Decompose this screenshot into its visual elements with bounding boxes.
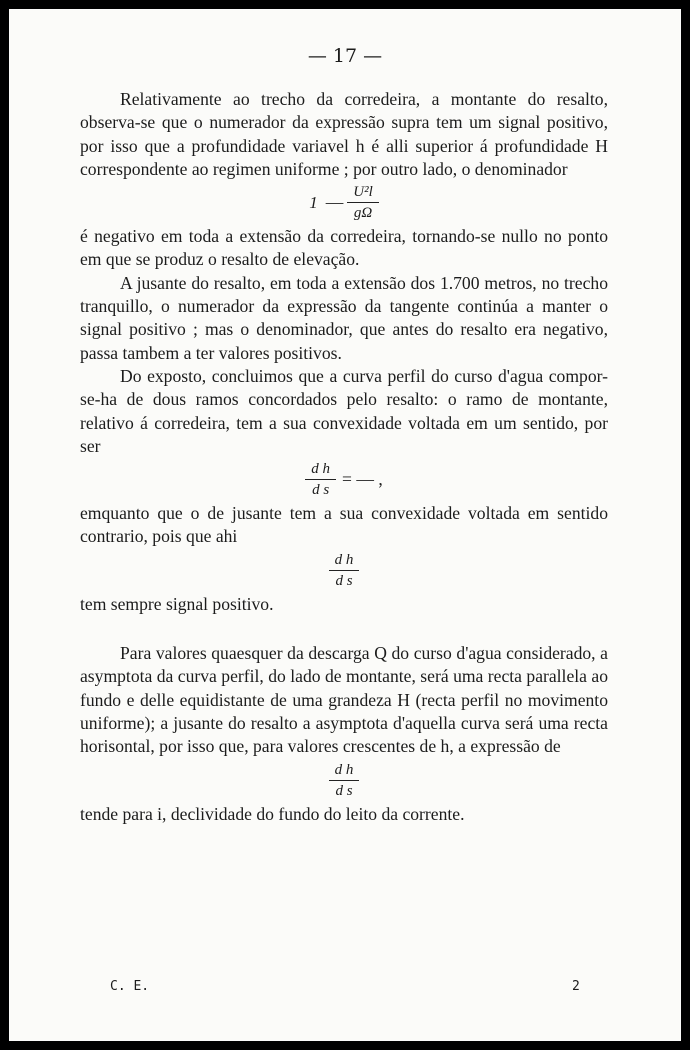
paragraph: Para valores quaesquer da descarga Q do curso d'agua considerado, a asymptota da curva perfil, do lado de montante, será uma recta parallela ao fundo e delle equidistante de uma grandeza H (recta perfil no movimento uniforme); a jusante do resalto a asymptota d'aquella curva será uma recta horisontal, por isso que, para valores crescentes de h, a expressão de	[80, 643, 608, 757]
formula-derivative	[80, 551, 608, 590]
footer-signature: C. E.	[110, 979, 150, 994]
paragraph: Do exposto, concluimos que a curva perfil do curso d'agua compor-se-ha de dous ramos concordados pelo resalto: o ramo de montante, relativo á corredeira, tem a sua convexidade voltada em um sentido, por ser	[80, 365, 608, 456]
paragraph: tende para i, declividade do fundo do leito da corrente.	[80, 803, 465, 824]
fraction	[347, 183, 379, 222]
paragraph: Relativamente ao trecho da corredeira, a montante do resalto, observa-se que o numerador da expressão supra tem um signal positivo, por isso que a profundidade variavel h é alli superior á profundidade H correspondente ao regimen uniforme ; por outro lado, o denominador	[80, 89, 608, 179]
fraction	[305, 460, 336, 499]
document-page	[9, 9, 681, 1041]
fraction-denominator: gΩ	[353, 205, 373, 222]
fraction-numerator: d h	[334, 551, 354, 568]
spacer	[80, 616, 608, 642]
fraction-bar	[347, 202, 379, 203]
footer-sheet-number: 2	[572, 979, 580, 994]
formula-minus: —	[325, 192, 344, 213]
paragraph: A jusante do resalto, em toda a extensão dos 1.700 metros, no trecho tranquillo, o numerador da expressão da tangente continúa a manter o signal positivo ; mas o denominador, que antes do resalto era negativo, passa tambem a ter valores positivos.	[80, 272, 608, 363]
fraction-bar	[329, 570, 360, 571]
fraction-bar	[305, 479, 336, 480]
formula-derivative-negative	[80, 460, 608, 499]
fraction-numerator: d h	[334, 761, 354, 778]
fraction-denominator: d s	[335, 782, 353, 799]
page-number: — 17 —	[307, 45, 383, 67]
paragraph: emquanto que o de jusante tem a sua convexidade voltada em sentido contrario, pois que ahi	[80, 503, 608, 547]
paragraph: tem sempre signal positivo.	[80, 593, 274, 614]
formula-derivative	[80, 761, 608, 800]
fraction	[329, 551, 360, 590]
fraction	[329, 761, 360, 800]
fraction-denominator: d s	[335, 572, 353, 589]
fraction-denominator: d s	[312, 482, 330, 499]
fraction-numerator: d h	[311, 461, 331, 478]
formula-denominator-expression	[80, 183, 608, 222]
body-text	[80, 88, 608, 826]
formula-tail: = — ,	[342, 469, 383, 489]
paragraph: é negativo em toda a extensão da corredeira, tornando-se nullo no ponto em que se produz o resalto de elevação.	[80, 226, 608, 270]
fraction-numerator: U²l	[353, 184, 373, 201]
formula-one: 1	[309, 193, 318, 213]
fraction-bar	[329, 780, 360, 781]
